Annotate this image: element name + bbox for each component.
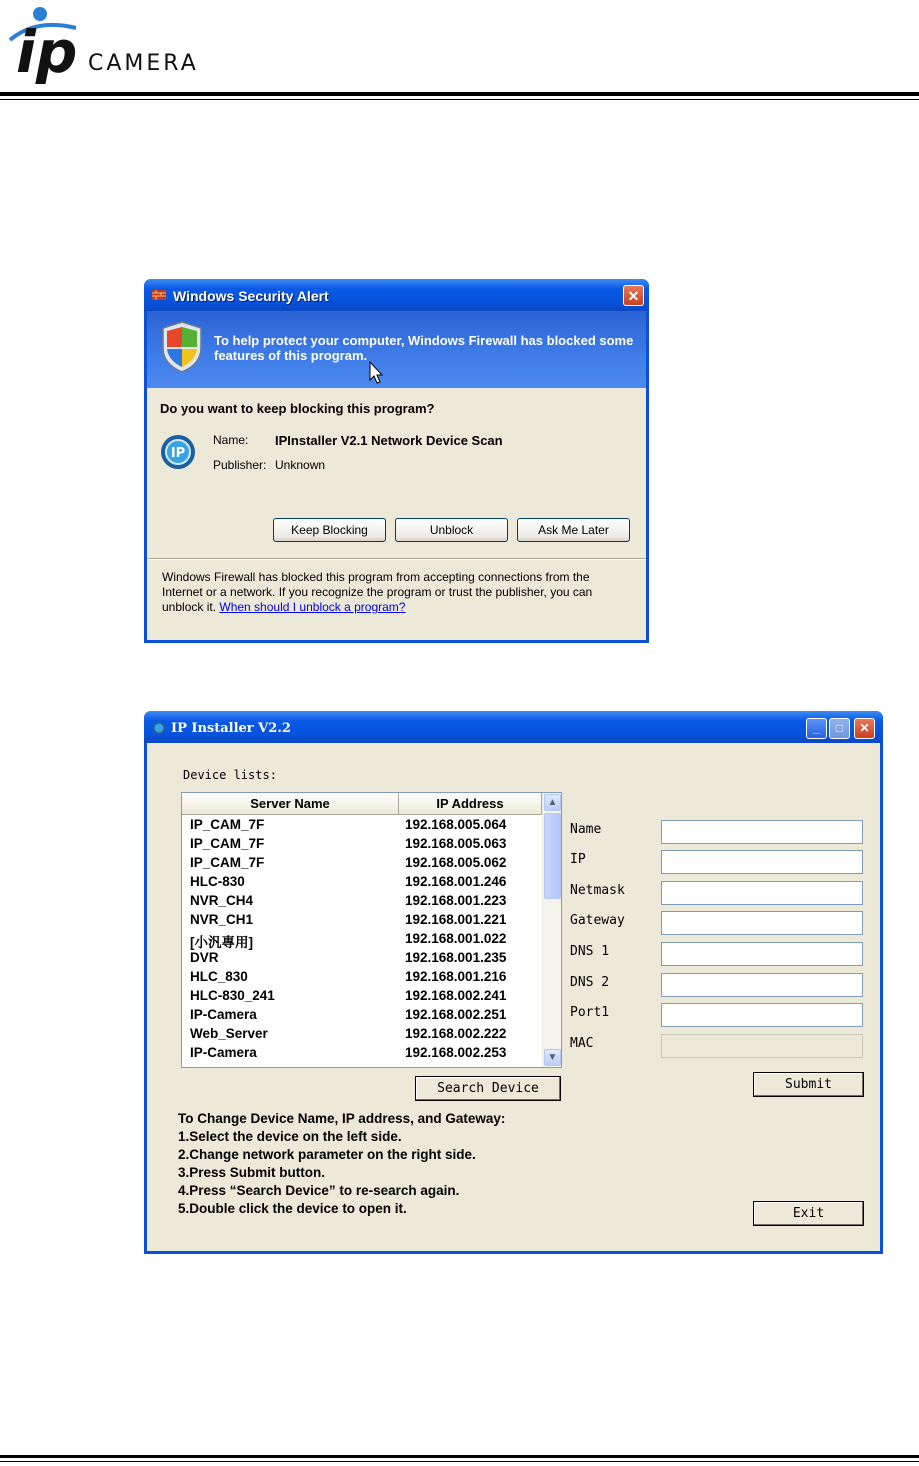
server-name-cell: IP_CAM_7F [190, 817, 265, 832]
server-name-cell: IP_CAM_7F [190, 855, 265, 870]
dns2-label: DNS 2 [570, 975, 610, 990]
device-list-scrollbar[interactable] [542, 793, 561, 1067]
server-name-cell: NVR_CH4 [190, 893, 254, 908]
scroll-thumb[interactable] [544, 813, 561, 899]
search-device-button[interactable]: Search Device [415, 1076, 561, 1101]
ip-address-cell: 192.168.001.246 [405, 874, 507, 889]
minimize-button[interactable] [806, 718, 827, 739]
security-shield-icon [161, 320, 203, 374]
server-name-cell: IP-Camera [190, 1007, 257, 1022]
gateway-field[interactable] [661, 911, 863, 935]
name-label: Name: [213, 433, 249, 447]
table-row[interactable] [182, 949, 542, 968]
ip-camera-logo [6, 4, 266, 94]
security-alert-body [147, 388, 646, 640]
table-row[interactable] [182, 1006, 542, 1025]
instruction-line: To Change Device Name, IP address, and Gateway: [178, 1111, 506, 1126]
program-name: IPInstaller V2.1 Network Device Scan [275, 433, 503, 448]
ask-me-later-button[interactable]: Ask Me Later [517, 518, 630, 542]
close-button[interactable] [623, 285, 644, 306]
device-lists-label: Device lists: [183, 768, 277, 782]
scroll-up-button[interactable] [544, 794, 561, 811]
ip-installer-titlebar[interactable] [144, 711, 883, 743]
table-row[interactable] [182, 854, 542, 873]
ip-address-cell: 192.168.002.253 [405, 1045, 507, 1060]
ip-installer-title: IP Installer V2.2 [171, 721, 291, 736]
table-row[interactable] [182, 892, 542, 911]
name-label: Name [570, 822, 602, 837]
divider-highlight [147, 559, 646, 560]
device-list-header [182, 793, 542, 815]
gateway-label: Gateway [570, 913, 625, 928]
ip-program-icon [160, 434, 196, 470]
server-name-cell: HLC-830_241 [190, 988, 275, 1003]
maximize-icon: □ [835, 721, 844, 735]
ip-address-cell: 192.168.005.063 [405, 836, 507, 851]
security-alert-banner [147, 311, 646, 388]
maximize-button[interactable] [829, 718, 850, 739]
svg-text:CAMERA: CAMERA [88, 51, 199, 76]
ip-installer-body [147, 743, 880, 1251]
close-icon: ✕ [627, 288, 640, 304]
publisher-label: Publisher: [213, 458, 267, 472]
footer-rule [0, 1455, 919, 1458]
unblock-help-link[interactable]: When should I unblock a program? [219, 600, 406, 614]
instruction-line: 5.Double click the device to open it. [178, 1201, 407, 1216]
table-row[interactable] [182, 873, 542, 892]
chevron-down-icon: ▼ [547, 1052, 558, 1063]
minimize-icon: _ [813, 721, 820, 735]
dns1-field[interactable] [661, 942, 863, 966]
ip-address-cell: 192.168.002.241 [405, 988, 507, 1003]
ip-address-cell: 192.168.002.222 [405, 1026, 507, 1041]
server-name-cell: HLC_830 [190, 969, 248, 984]
question-text: Do you want to keep blocking this program? [160, 401, 435, 416]
ip-address-cell: 192.168.001.216 [405, 969, 507, 984]
ip-address-cell: 192.168.002.251 [405, 1007, 507, 1022]
dns1-label: DNS 1 [570, 944, 610, 959]
firewall-info-text [162, 570, 632, 615]
mac-field [661, 1034, 863, 1058]
table-row[interactable] [182, 987, 542, 1006]
keep-blocking-button[interactable]: Keep Blocking [273, 518, 386, 542]
netmask-label: Netmask [570, 883, 625, 898]
svg-text:ip: ip [16, 18, 78, 86]
table-row[interactable] [182, 930, 542, 949]
instruction-line: 1.Select the device on the left side. [178, 1129, 402, 1144]
table-row[interactable] [182, 968, 542, 987]
ip-address-cell: 192.168.005.062 [405, 855, 507, 870]
ip-installer-window [144, 711, 883, 1254]
instructions [178, 1110, 598, 1218]
publisher-value: Unknown [275, 458, 326, 472]
submit-button[interactable]: Submit [753, 1072, 864, 1097]
header-rule [0, 92, 919, 96]
server-name-cell: Web_Server [190, 1026, 268, 1041]
column-header-server-name[interactable]: Server Name [182, 793, 399, 815]
column-header-ip-address[interactable]: IP Address [399, 793, 542, 815]
firewall-icon [151, 287, 167, 303]
ip-label: IP [570, 852, 586, 867]
name-field[interactable] [661, 820, 863, 844]
close-button[interactable] [854, 718, 875, 739]
security-alert-window [144, 279, 649, 643]
server-name-cell: IP-Camera [190, 1045, 257, 1060]
ip-app-icon [152, 721, 166, 735]
svg-text:IP: IP [170, 446, 186, 461]
ip-address-cell: 192.168.001.221 [405, 912, 507, 927]
device-list[interactable] [181, 792, 562, 1068]
instruction-line: 2.Change network parameter on the right side. [178, 1147, 476, 1162]
instruction-line: 4.Press “Search Device” to re-search again. [178, 1183, 460, 1198]
server-name-cell: HLC-830 [190, 874, 245, 889]
security-alert-titlebar[interactable] [144, 279, 649, 311]
port1-label: Port1 [570, 1005, 610, 1020]
server-name-cell: [小汎專用] [190, 935, 253, 950]
port1-field[interactable] [661, 1003, 863, 1027]
security-alert-message: To help protect your computer, Windows Firewall has blocked some features of this program. [214, 333, 634, 363]
scroll-down-button[interactable] [544, 1049, 561, 1066]
close-icon: ✕ [859, 721, 870, 735]
server-name-cell: IP_CAM_7F [190, 836, 265, 851]
security-alert-title: Windows Security Alert [173, 288, 329, 304]
header-rule-thin [0, 99, 919, 100]
device-rows [182, 816, 542, 1063]
table-row[interactable] [182, 911, 542, 930]
instruction-line: 3.Press Submit button. [178, 1165, 326, 1180]
ip-address-cell: 192.168.001.022 [405, 931, 507, 946]
ip-address-cell: 192.168.001.235 [405, 950, 507, 965]
footer-rule-thin [0, 1461, 919, 1462]
mac-label: MAC [570, 1036, 594, 1051]
chevron-up-icon: ▲ [547, 797, 558, 808]
server-name-cell: DVR [190, 950, 219, 965]
netmask-field[interactable] [661, 881, 863, 905]
table-row[interactable] [182, 1044, 542, 1063]
dns2-field[interactable] [661, 973, 863, 997]
mouse-pointer-icon [369, 361, 385, 385]
ip-field[interactable] [661, 850, 863, 874]
exit-button[interactable]: Exit [753, 1201, 864, 1226]
ip-address-cell: 192.168.005.064 [405, 817, 507, 832]
ip-address-cell: 192.168.001.223 [405, 893, 507, 908]
table-row[interactable] [182, 835, 542, 854]
table-row[interactable] [182, 816, 542, 835]
server-name-cell: NVR_CH1 [190, 912, 254, 927]
table-row[interactable] [182, 1025, 542, 1044]
firewall-info-body: Windows Firewall has blocked this program from accepting connections from the Internet or a network. If you recognize the program or trust the publisher, you can unblock it. [162, 570, 593, 614]
unblock-button[interactable]: Unblock [395, 518, 508, 542]
